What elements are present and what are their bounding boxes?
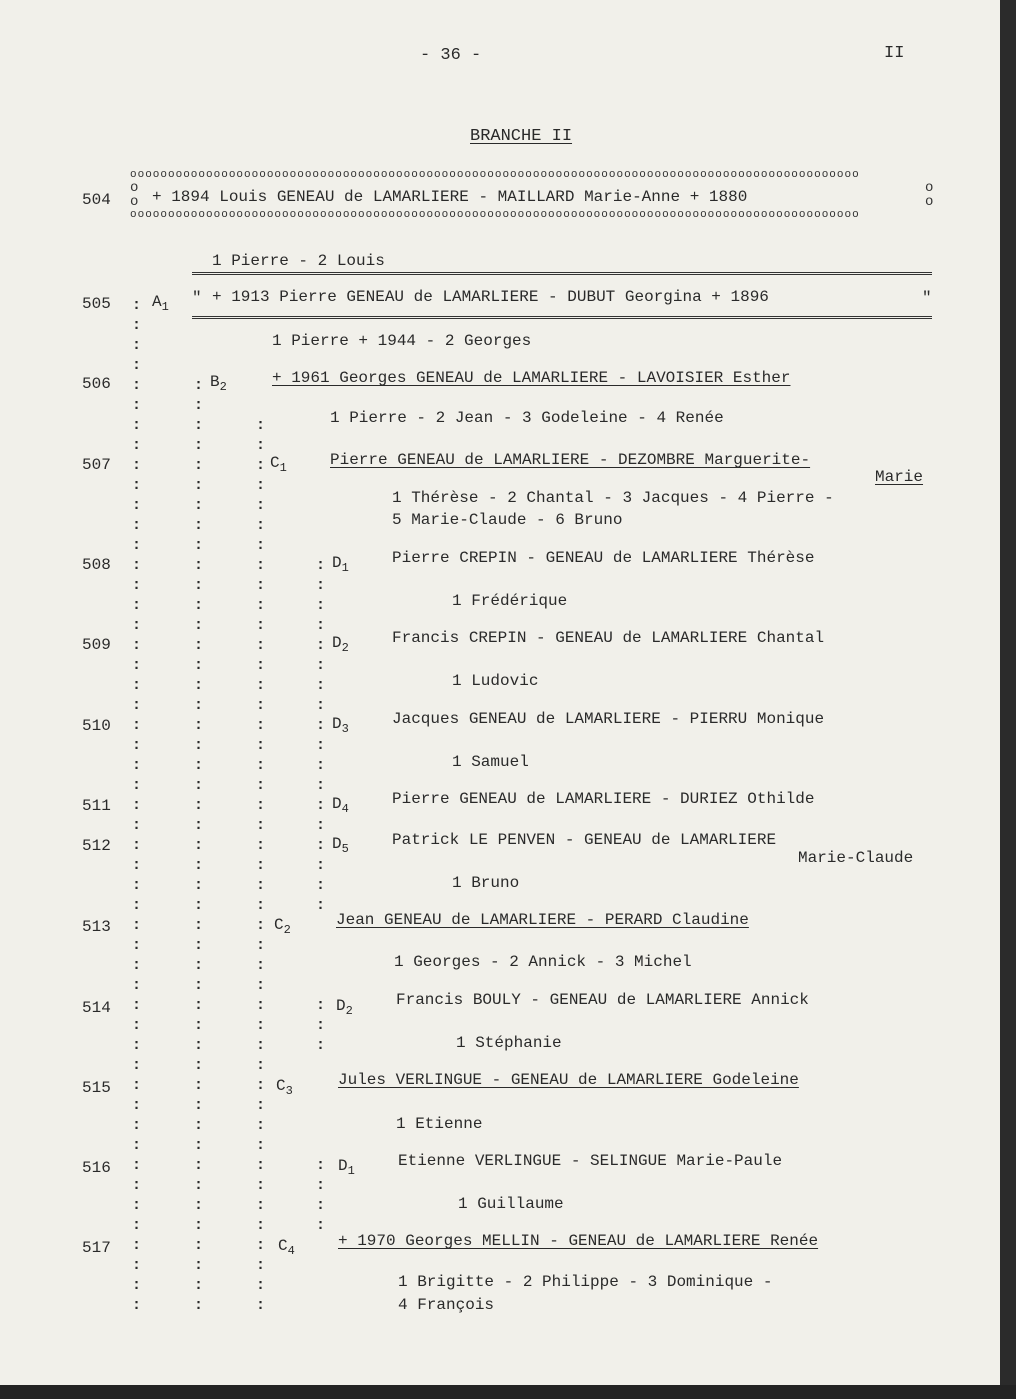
colon-guide: : (316, 1037, 326, 1054)
colon-guide: : (256, 597, 266, 614)
colon-guide: : (194, 517, 204, 534)
colon-guide: : (256, 657, 266, 674)
colon-guide: : (256, 1297, 266, 1314)
colon-guide: : (316, 557, 326, 574)
colon-guide: : (132, 317, 142, 334)
entry-text: Patrick LE PENVEN - GENEAU de LAMARLIERE (392, 831, 777, 849)
generation-marker: $C_3$ (276, 1077, 293, 1099)
colon-guide: : (132, 377, 142, 394)
colon-guide: : (194, 1157, 204, 1174)
colon-guide: : (256, 437, 266, 454)
entry-number: 506 (82, 375, 111, 393)
entry-text: Jean GENEAU de LAMARLIERE - PERARD Claudine (336, 911, 749, 929)
generation-marker: $D_1$ (338, 1157, 355, 1179)
children-line: 1 Ludovic (452, 672, 539, 690)
colon-guide: : (316, 1017, 326, 1034)
colon-guide: : (256, 637, 266, 654)
colon-guide: : (256, 837, 266, 854)
colon-guide: : (256, 1037, 266, 1054)
generation-marker: $D_5$ (332, 835, 349, 857)
entry-number: 516 (82, 1159, 111, 1177)
children-line: 1 Etienne (396, 1115, 483, 1133)
entry-text: + 1970 Georges MELLIN - GENEAU de LAMARLIERE Renée (338, 1232, 819, 1250)
colon-guide: : (132, 637, 142, 654)
colon-guide: : (194, 1197, 204, 1214)
entry-number: 508 (82, 556, 111, 574)
colon-guide: : (256, 1277, 266, 1294)
colon-guide: : (316, 677, 326, 694)
children-line: 1 Pierre + 1944 - 2 Georges (272, 332, 532, 350)
colon-guide: : (194, 537, 204, 554)
colon-guide: : (316, 777, 326, 794)
children-line: 1 Pierre - 2 Louis (212, 252, 385, 270)
colon-guide: : (194, 1077, 204, 1094)
children-line: 1 Stéphanie (456, 1034, 562, 1052)
children-line: 1 Samuel (452, 753, 529, 771)
colon-guide: : (132, 917, 142, 934)
colon-guide: : (194, 637, 204, 654)
children-line: 1 Frédérique (452, 592, 568, 610)
colon-guide: : (194, 1057, 204, 1074)
entry-text: + 1913 Pierre GENEAU de LAMARLIERE - DUBUT Georgina + 1896 (212, 288, 769, 306)
colon-guide: : (132, 1017, 142, 1034)
colon-guide: : (256, 777, 266, 794)
colon-guide: : (132, 697, 142, 714)
colon-guide: : (256, 1177, 266, 1194)
colon-guide: : (256, 1217, 266, 1234)
colon-guide: : (256, 1117, 266, 1134)
colon-guide: : (132, 1157, 142, 1174)
colon-guide: : (132, 857, 142, 874)
colon-guide: : (256, 697, 266, 714)
colon-guide: : (132, 397, 142, 414)
colon-guide: : (194, 1037, 204, 1054)
colon-guide: : (132, 477, 142, 494)
generation-marker: $B_2$ (210, 373, 227, 395)
colon-guide: : (132, 957, 142, 974)
colon-guide: : (256, 917, 266, 934)
colon-guide: : (194, 1257, 204, 1274)
double-rule-left: " (192, 289, 202, 307)
colon-guide: : (256, 1017, 266, 1034)
colon-guide: : (194, 557, 204, 574)
colon-guide: : (194, 477, 204, 494)
colon-guide: : (256, 1197, 266, 1214)
entry-text: + 1961 Georges GENEAU de LAMARLIERE - LAVOISIER Esther (272, 369, 791, 387)
colon-guide: : (132, 1197, 142, 1214)
colon-guide: : (316, 577, 326, 594)
colon-guide: : (194, 617, 204, 634)
colon-guide: : (132, 457, 142, 474)
colon-guide: : (256, 517, 266, 534)
colon-guide: : (256, 1097, 266, 1114)
colon-guide: : (256, 757, 266, 774)
colon-guide: : (256, 1057, 266, 1074)
colon-guide: : (194, 817, 204, 834)
colon-guide: : (194, 797, 204, 814)
colon-guide: : (194, 857, 204, 874)
colon-guide: : (194, 1277, 204, 1294)
entry-number: 510 (82, 717, 111, 735)
colon-guide: : (256, 617, 266, 634)
entry-text: Pierre GENEAU de LAMARLIERE - DURIEZ Othilde (392, 790, 815, 808)
scan-edge (1000, 0, 1016, 1399)
colon-guide: : (256, 737, 266, 754)
colon-guide: : (194, 1237, 204, 1254)
children-line-continued: 5 Marie-Claude - 6 Bruno (392, 511, 623, 529)
colon-guide: : (194, 1137, 204, 1154)
colon-guide: : (256, 1237, 266, 1254)
generation-marker: $D_3$ (332, 715, 349, 737)
generation-marker: $C_4$ (278, 1237, 295, 1259)
colon-guide: : (194, 697, 204, 714)
children-line: 1 Pierre - 2 Jean - 3 Godeleine - 4 Renée (330, 409, 724, 427)
colon-guide: : (132, 1037, 142, 1054)
colon-guide: : (194, 657, 204, 674)
colon-guide: : (132, 1277, 142, 1294)
generation-marker: $D_1$ (332, 554, 349, 576)
double-rule-top (192, 272, 932, 275)
colon-guide: : (316, 757, 326, 774)
colon-guide: : (132, 497, 142, 514)
ornament-left: o o (130, 180, 139, 210)
colon-guide: : (132, 1057, 142, 1074)
colon-guide: : (194, 1097, 204, 1114)
colon-guide: : (132, 757, 142, 774)
colon-guide: : (132, 297, 142, 314)
colon-guide: : (194, 417, 204, 434)
colon-guide: : (256, 897, 266, 914)
colon-guide: : (256, 497, 266, 514)
colon-guide: : (194, 1217, 204, 1234)
colon-guide: : (132, 777, 142, 794)
colon-guide: : (194, 677, 204, 694)
entry-number: 517 (82, 1239, 111, 1257)
colon-guide: : (316, 1177, 326, 1194)
colon-guide: : (132, 977, 142, 994)
branch-title: BRANCHE II (470, 127, 573, 146)
entry-text: Jacques GENEAU de LAMARLIERE - PIERRU Monique (392, 710, 825, 728)
colon-guide: : (316, 797, 326, 814)
entry-text: Francis CREPIN - GENEAU de LAMARLIERE Chantal (392, 629, 825, 647)
colon-guide: : (194, 997, 204, 1014)
colon-guide: : (132, 797, 142, 814)
entry-text: Pierre CREPIN - GENEAU de LAMARLIERE Thérèse (392, 549, 815, 567)
colon-guide: : (194, 1177, 204, 1194)
entry-number: 515 (82, 1079, 111, 1097)
entry-number: 505 (82, 295, 111, 313)
colon-guide: : (256, 797, 266, 814)
colon-guide: : (132, 1117, 142, 1134)
colon-guide: : (132, 597, 142, 614)
colon-guide: : (316, 877, 326, 894)
colon-guide: : (256, 477, 266, 494)
colon-guide: : (316, 857, 326, 874)
colon-guide: : (132, 737, 142, 754)
ornament-top: oooooooooooooooooooooooooooooooooooooooooooooooooooooooooooooooooooooooooooooooooooooooooooooooo (130, 170, 860, 181)
colon-guide: : (132, 1257, 142, 1274)
colon-guide: : (132, 577, 142, 594)
colon-guide: : (194, 917, 204, 934)
colon-guide: : (256, 457, 266, 474)
colon-guide: : (194, 457, 204, 474)
generation-marker: $D_2$ (332, 634, 349, 656)
scan-bottom-edge (0, 1385, 1016, 1399)
colon-guide: : (194, 877, 204, 894)
children-line: 1 Guillaume (458, 1195, 564, 1213)
colon-guide: : (316, 1157, 326, 1174)
colon-guide: : (132, 677, 142, 694)
colon-guide: : (194, 497, 204, 514)
colon-guide: : (132, 1217, 142, 1234)
colon-guide: : (132, 717, 142, 734)
colon-guide: : (194, 437, 204, 454)
colon-guide: : (132, 877, 142, 894)
colon-guide: : (132, 1077, 142, 1094)
colon-guide: : (256, 937, 266, 954)
colon-guide: : (256, 817, 266, 834)
generation-marker: $D_4$ (332, 795, 349, 817)
colon-guide: : (132, 1137, 142, 1154)
double-rule-right: " (922, 289, 932, 307)
colon-guide: : (316, 617, 326, 634)
entry-number: 509 (82, 636, 111, 654)
colon-guide: : (132, 817, 142, 834)
colon-guide: : (132, 997, 142, 1014)
generation-marker: $C_1$ (270, 454, 287, 476)
children-line-continued: 4 François (398, 1296, 495, 1314)
colon-guide: : (316, 597, 326, 614)
colon-guide: : (132, 337, 142, 354)
colon-guide: : (132, 417, 142, 434)
colon-guide: : (132, 1297, 142, 1314)
colon-guide: : (316, 637, 326, 654)
colon-guide: : (194, 717, 204, 734)
entry-number: 507 (82, 456, 111, 474)
colon-guide: : (256, 1077, 266, 1094)
colon-guide: : (194, 937, 204, 954)
entry-number: 512 (82, 837, 111, 855)
colon-guide: : (194, 1017, 204, 1034)
colon-guide: : (194, 837, 204, 854)
colon-guide: : (132, 557, 142, 574)
colon-guide: : (132, 1177, 142, 1194)
double-rule-bottom (192, 316, 932, 319)
colon-guide: : (256, 717, 266, 734)
children-line: 1 Georges - 2 Annick - 3 Michel (394, 953, 692, 971)
colon-guide: : (132, 897, 142, 914)
colon-guide: : (194, 577, 204, 594)
colon-guide: : (132, 517, 142, 534)
colon-guide: : (194, 597, 204, 614)
colon-guide: : (194, 1297, 204, 1314)
colon-guide: : (256, 1157, 266, 1174)
colon-guide: : (132, 617, 142, 634)
children-line: 1 Bruno (452, 874, 520, 892)
entry-number: 513 (82, 918, 111, 936)
colon-guide: : (316, 717, 326, 734)
colon-guide: : (194, 377, 204, 394)
colon-guide: : (132, 1237, 142, 1254)
entry-text: Pierre GENEAU de LAMARLIERE - DEZOMBRE Marguerite- (330, 451, 811, 469)
colon-guide: : (256, 677, 266, 694)
colon-guide: : (132, 537, 142, 554)
colon-guide: : (194, 397, 204, 414)
ornament-right: o o (925, 180, 934, 210)
colon-guide: : (194, 977, 204, 994)
colon-guide: : (316, 657, 326, 674)
entry-number: 514 (82, 999, 111, 1017)
colon-guide: : (256, 557, 266, 574)
entry-text: + 1894 Louis GENEAU de LAMARLIERE - MAILLARD Marie-Anne + 1880 (152, 188, 748, 206)
colon-guide: : (256, 577, 266, 594)
children-line: 1 Thérèse - 2 Chantal - 3 Jacques - 4 Pierre - (392, 489, 834, 507)
generation-marker: $D_2$ (336, 997, 353, 1019)
colon-guide: : (316, 817, 326, 834)
colon-guide: : (132, 357, 142, 374)
colon-guide: : (256, 857, 266, 874)
ornament-bottom: oooooooooooooooooooooooooooooooooooooooooooooooooooooooooooooooooooooooooooooooooooooooooooooooo (130, 210, 860, 221)
entry-text: Francis BOULY - GENEAU de LAMARLIERE Annick (396, 991, 809, 1009)
colon-guide: : (256, 957, 266, 974)
colon-guide: : (194, 777, 204, 794)
colon-guide: : (194, 1117, 204, 1134)
colon-guide: : (132, 1097, 142, 1114)
colon-guide: : (316, 897, 326, 914)
colon-guide: : (132, 937, 142, 954)
colon-guide: : (316, 997, 326, 1014)
colon-guide: : (316, 1197, 326, 1214)
generation-marker: $A_1$ (152, 293, 169, 315)
entry-text: Etienne VERLINGUE - SELINGUE Marie-Paule (398, 1152, 783, 1170)
colon-guide: : (316, 837, 326, 854)
colon-guide: : (132, 657, 142, 674)
colon-guide: : (316, 1217, 326, 1234)
colon-guide: : (256, 1257, 266, 1274)
colon-guide: : (256, 537, 266, 554)
entry-text-continued: Marie (875, 468, 924, 486)
entry-text-continued: Marie-Claude (798, 849, 914, 867)
generation-marker: $C_2$ (274, 916, 291, 938)
page-number: - 36 - (420, 46, 482, 65)
entry-number: 504 (82, 191, 111, 209)
children-line: 1 Brigitte - 2 Philippe - 3 Dominique - (398, 1273, 773, 1291)
colon-guide: : (256, 977, 266, 994)
section-roman: II (884, 44, 905, 63)
colon-guide: : (316, 697, 326, 714)
colon-guide: : (256, 997, 266, 1014)
colon-guide: : (256, 1137, 266, 1154)
entry-text: Jules VERLINGUE - GENEAU de LAMARLIERE Godeleine (338, 1071, 799, 1089)
colon-guide: : (194, 957, 204, 974)
colon-guide: : (194, 737, 204, 754)
colon-guide: : (256, 877, 266, 894)
colon-guide: : (132, 437, 142, 454)
colon-guide: : (316, 737, 326, 754)
colon-guide: : (132, 837, 142, 854)
colon-guide: : (256, 417, 266, 434)
colon-guide: : (194, 757, 204, 774)
entry-number: 511 (82, 797, 111, 815)
colon-guide: : (194, 897, 204, 914)
